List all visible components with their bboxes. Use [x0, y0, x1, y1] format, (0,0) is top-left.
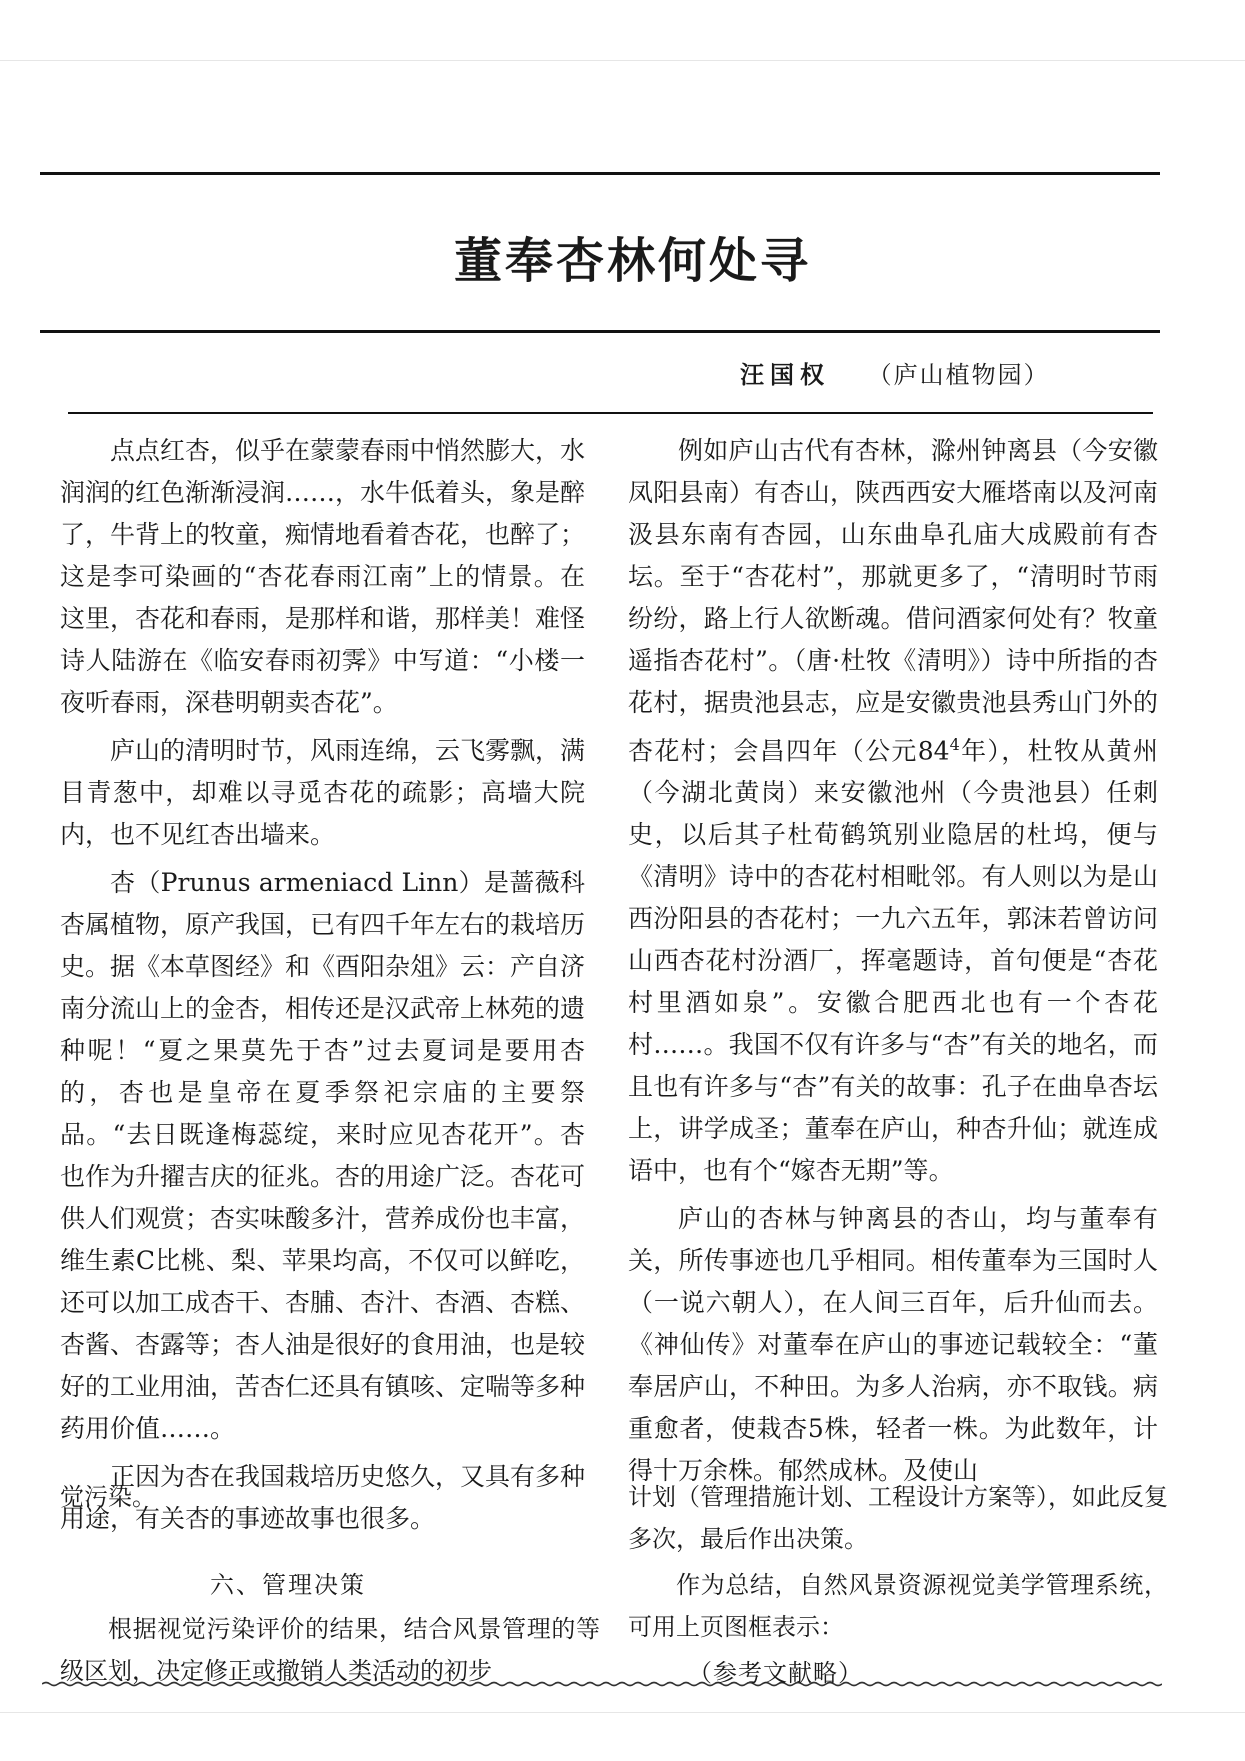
byline-rule: [68, 412, 1153, 414]
author-name: 汪国权: [740, 360, 830, 389]
left-column: [60, 430, 585, 1546]
page-top-edge: [0, 60, 1245, 61]
right-paragraph-1-text-b: 年），杜牧从黄州（今湖北黄岗）来安徽池州（今贵池县）任刺史，以后其子杜荀鹤筑别业隐居的杜坞，便与《清明》诗中的杏花村相毗邻。有人则以为是山西汾阳县的杏花村；一九六五年，郭沫若曾访问山西杏花村汾酒厂，挥毫题诗，首句便是“杏花村里酒如泉”。安徽合肥西北也有一个杏花村……。我国不仅有许多与“杏”有关的地名，而且也有许多与“杏”有关的故事：孔子在曲阜杏坛上，讲学成圣；董奉在庐山，种杏升仙；就连成语中，也有个“嫁杏无期”等。: [628, 736, 1158, 1186]
left-paragraph-4: 正因为杏在我国栽培历史悠久，又具有多种用途，有关杏的事迹故事也很多。: [60, 1462, 586, 1533]
right-paragraph-2: 庐山的杏林与钟离县的杏山，均与董奉有关，所传事迹也几乎相同。相传董奉为三国时人（一说六朝人），在人间三百年，后升仙而去。《神仙传》对董奉在庐山的事迹记载较全：“董奉居庐山，不种田。为多人治病，亦不取钱。病重愈者，使栽杏5株，轻者一株。为此数年，计得十万余株。郁然成林。及使山: [628, 1204, 1158, 1486]
right-paragraph-1: [628, 430, 1158, 1192]
references-note: （参考文献略）: [688, 1659, 863, 1687]
article-title: 董奉杏林何处寻: [453, 233, 811, 289]
previous-article-left: [60, 1476, 600, 1692]
previous-article-right: [628, 1476, 1168, 1694]
byline: [740, 355, 1050, 390]
author-affiliation: （庐山植物园）: [867, 361, 1050, 389]
previous-fragment-right: 计划（管理措施计划、工程设计方案等），如此反复多次，最后作出决策。: [628, 1483, 1168, 1553]
previous-fragment-left: 觉污染。: [60, 1483, 156, 1511]
title-bottom-rule: [40, 330, 1160, 333]
footnote-superscript: 4: [949, 735, 960, 754]
previous-paragraph-left: 根据视觉污染评价的结果，结合风景管理的等级区划，决定修正或撤销人类活动的初步: [60, 1615, 600, 1685]
right-column: [628, 430, 1158, 1498]
left-paragraph-1: 点点红杏，似乎在蒙蒙春雨中悄然膨大，水润润的红色渐渐浸润……，水牛低着头，象是醉了，牛背上的牧童，痴情地看着杏花，也醉了；这是李可染画的“杏花春雨江南”上的情景。在这里，杏花和春雨，是那样和谐，那样美！难怪诗人陆游在《临安春雨初霁》中写道：“小楼一夜听春雨，深巷明朝卖杏花”。: [60, 436, 586, 717]
left-paragraph-2: 庐山的清明时节，风雨连绵，云飞雾飘，满目青葱中，却难以寻觅杏花的疏影；高墙大院内，也不见红杏出墙来。: [60, 736, 586, 849]
section-heading: 六、管理决策: [210, 1571, 366, 1599]
page-bottom-edge: [0, 1712, 1245, 1713]
left-paragraph-3: 杏（Prunus armeniacd Linn）是蔷薇科杏属植物，原产我国，已有四千年左右的栽培历史。据《本草图经》和《酉阳杂俎》云：产自济南分流山上的金杏，相传还是汉武帝上林苑的遗种呢！“夏之果莫先于杏”过去夏词是要用杏的，杏也是皇帝在夏季祭祀宗庙的主要祭品。“去日既逢梅蕊绽，来时应见杏花开”。杏也作为升擢吉庆的征兆。杏的用途广泛。杏花可供人们观赏；杏实味酸多汁，营养成份也丰富，维生素C比桃、梨、苹果均高，不仅可以鲜吃，还可以加工成杏干、杏脯、杏汁、杏酒、杏糕、杏酱、杏露等；杏人油是很好的食用油，也是较好的工业用油，苦杏仁还具有镇咳、定喘等多种药用价值……。: [60, 868, 586, 1443]
top-rule: [40, 172, 1160, 175]
previous-paragraph-right: 作为总结，自然风景资源视觉美学管理系统，可用上页图框表示：: [628, 1571, 1168, 1641]
right-paragraph-1-text-a: 例如庐山古代有杏林，滁州钟离县（今安徽凤阳县南）有杏山，陕西西安大雁塔南以及河南汲县东南有杏园，山东曲阜孔庙大成殿前有杏坛。至于“杏花村”，那就更多了，“清明时节雨纷纷，路上行人欲断魂。借问酒家何处有？牧童遥指杏花村”。（唐·杜牧《清明》）诗中所指的杏花村，据贵池县志，应是安徽贵池县秀山门外的杏花村；会昌四年（公元84: [628, 436, 1158, 766]
